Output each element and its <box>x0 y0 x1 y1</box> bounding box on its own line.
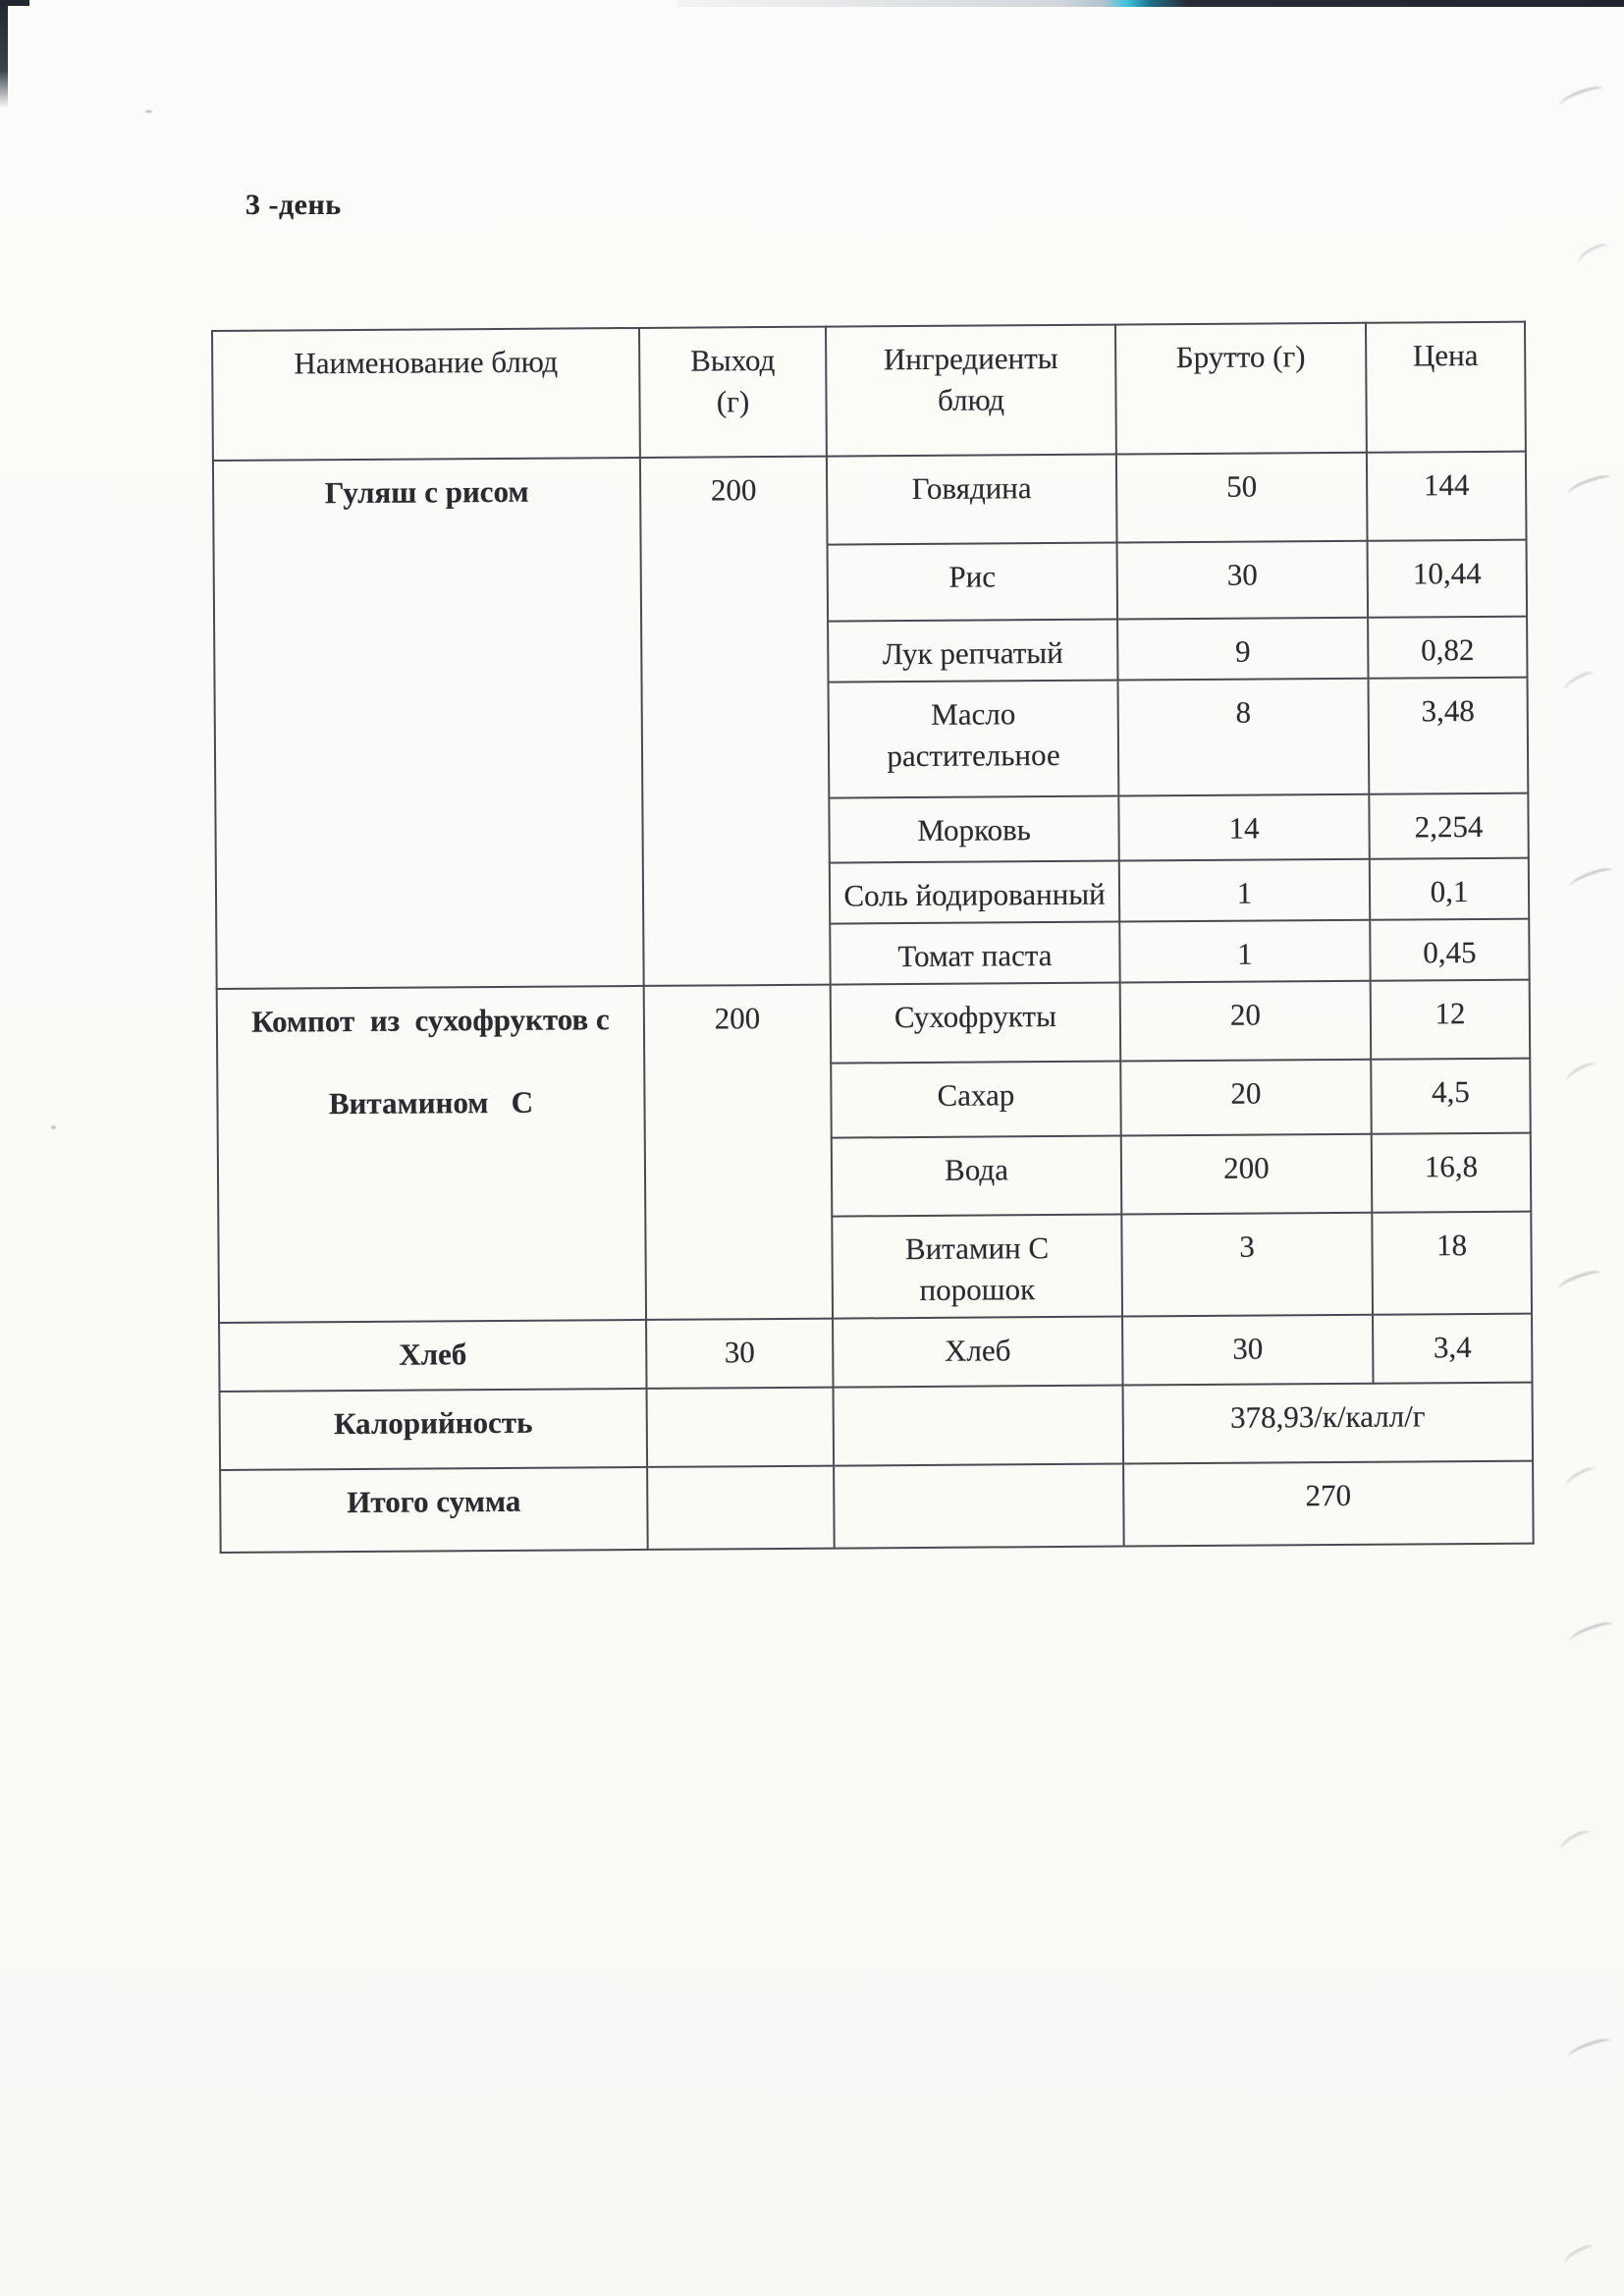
gross-cell: 30 <box>1122 1314 1373 1385</box>
scan-smudge <box>1561 669 1597 696</box>
scan-smudge <box>1563 1464 1599 1492</box>
col-header-output: Выход (г) <box>639 327 827 458</box>
summary-label-cell: Калорийность <box>220 1388 648 1469</box>
dish-output-cell: 30 <box>646 1318 833 1388</box>
price-cell: 0,45 <box>1370 918 1529 980</box>
ingredient-cell: Томат паста <box>830 921 1119 984</box>
empty-cell <box>834 1463 1124 1548</box>
summary-row-total <box>220 1460 1534 1552</box>
gross-cell: 50 <box>1116 453 1368 543</box>
page-title: 3 -день <box>245 189 342 221</box>
scan-smudge <box>1558 83 1605 111</box>
gross-cell: 8 <box>1118 679 1370 796</box>
gross-cell: 3 <box>1121 1213 1373 1316</box>
scan-smudge <box>1568 865 1615 893</box>
table-row <box>219 1313 1532 1391</box>
price-cell: 3,48 <box>1369 678 1529 794</box>
summary-row-calories <box>220 1382 1534 1469</box>
price-cell: 2,254 <box>1369 793 1528 859</box>
summary-value-cell: 378,93/к/калл/г <box>1123 1382 1534 1463</box>
price-cell: 0,82 <box>1368 617 1527 679</box>
gross-cell: 20 <box>1120 1060 1372 1136</box>
scan-edge-corner <box>0 0 29 6</box>
summary-value-cell: 270 <box>1123 1460 1534 1546</box>
table-row <box>217 979 1531 1066</box>
empty-cell <box>647 1465 835 1549</box>
menu-table <box>211 321 1535 1554</box>
gross-cell: 30 <box>1117 541 1369 620</box>
gross-cell: 1 <box>1119 859 1370 922</box>
scan-smudge <box>1563 1060 1599 1087</box>
scan-speck <box>145 110 152 113</box>
gross-cell: 1 <box>1119 920 1370 983</box>
col-header-dish: Наименование блюд <box>212 328 640 461</box>
scan-speck <box>51 1125 56 1129</box>
dish-output-cell: 200 <box>640 457 831 986</box>
price-cell: 16,8 <box>1372 1132 1532 1212</box>
gross-cell: 9 <box>1117 618 1368 681</box>
gross-cell: 14 <box>1118 794 1369 861</box>
price-cell: 3,4 <box>1373 1313 1532 1383</box>
price-cell: 18 <box>1372 1211 1532 1314</box>
price-cell: 12 <box>1371 979 1531 1059</box>
scan-smudge <box>1566 472 1613 500</box>
empty-cell <box>834 1385 1124 1465</box>
scan-edge-left-strip <box>0 0 8 108</box>
gross-cell: 20 <box>1120 981 1372 1062</box>
ingredient-cell: Сухофрукты <box>831 982 1121 1063</box>
table-row <box>213 452 1527 549</box>
scan-edge-top-strip <box>677 0 1624 7</box>
price-cell: 144 <box>1367 452 1527 541</box>
price-cell: 0,1 <box>1370 858 1529 920</box>
empty-cell <box>647 1387 835 1466</box>
col-header-price: Цена <box>1366 322 1526 453</box>
scan-smudge <box>1557 1828 1594 1855</box>
col-header-ingredients: Ингредиенты блюд <box>826 325 1116 457</box>
col-header-gross: Брутто (г) <box>1115 323 1367 455</box>
gross-cell: 200 <box>1121 1134 1373 1215</box>
ingredient-cell: Сахар <box>831 1061 1121 1137</box>
header-row <box>212 322 1526 461</box>
dish-name-cell: Гуляш с рисом <box>213 458 644 989</box>
menu-table-wrapper <box>211 321 1536 1554</box>
ingredient-cell: Рис <box>828 543 1118 622</box>
scan-smudge <box>1575 241 1611 268</box>
scan-smudge <box>1561 2242 1597 2269</box>
price-cell: 10,44 <box>1368 540 1528 618</box>
ingredient-cell: Хлеб <box>833 1316 1122 1387</box>
scan-smudge <box>1566 2036 1613 2063</box>
ingredient-cell: Масло растительное <box>829 681 1119 798</box>
dish-name-cell: Хлеб <box>219 1319 646 1391</box>
ingredient-cell: Вода <box>832 1135 1122 1216</box>
ingredient-cell: Лук репчатый <box>828 620 1117 683</box>
scan-smudge <box>1556 1268 1603 1295</box>
dish-output-cell: 200 <box>644 984 833 1319</box>
price-cell: 4,5 <box>1371 1058 1531 1133</box>
ingredient-cell: Витамин С порошок <box>832 1214 1122 1318</box>
scan-smudge <box>1568 1619 1615 1647</box>
ingredient-cell: Морковь <box>829 796 1118 863</box>
summary-label-cell: Итого сумма <box>220 1466 648 1552</box>
ingredient-cell: Говядина <box>827 455 1117 545</box>
dish-name-cell: Компот из сухофруктов с Витамином С <box>217 986 646 1323</box>
ingredient-cell: Соль йодированный <box>830 861 1119 924</box>
